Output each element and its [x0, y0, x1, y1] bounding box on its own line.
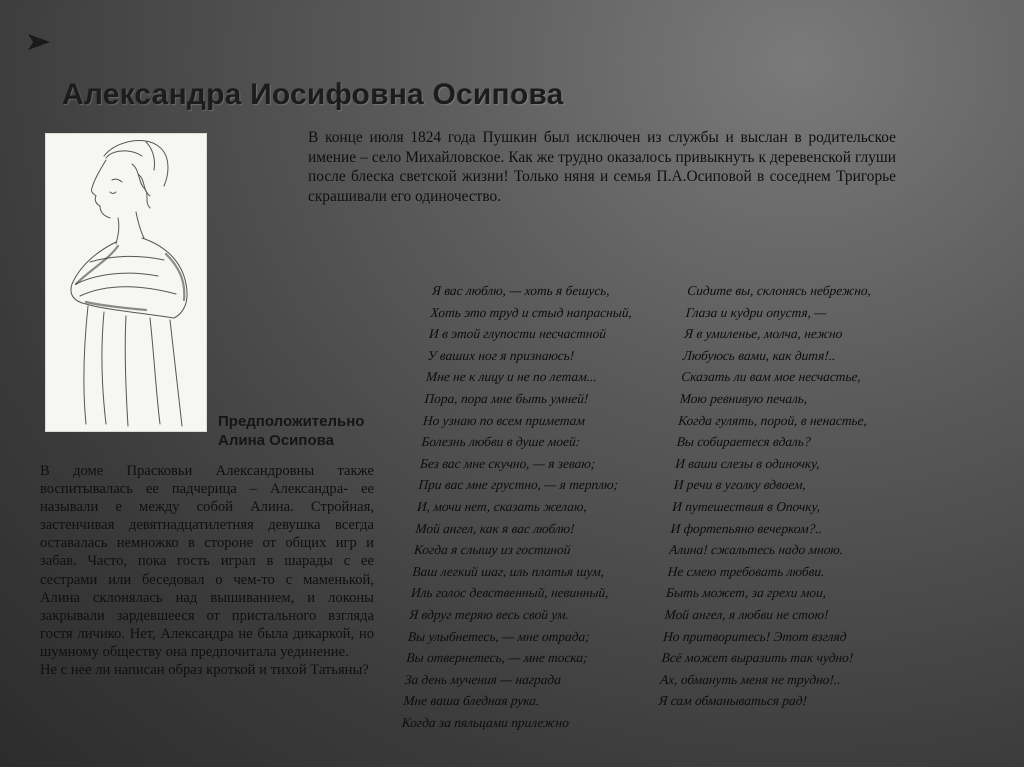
poem-line: Пора, пора мне быть умней! [424, 390, 589, 406]
story-block [40, 462, 374, 679]
poem-line: Болезнь любви в душе моей: [421, 434, 581, 450]
poem-line: Всё может выразить так чудно! [661, 650, 854, 666]
poem-line: Когда гулять, порой, в ненастье, [677, 412, 868, 428]
poem-line: При вас мне грустно, — я терплю; [418, 477, 619, 493]
poem-line: Не смею требовать любви. [667, 563, 826, 579]
story-paragraph: В доме Прасковьи Александровны также воспитывалась ее падчерица – Александра- ее называли е между собой Алина. Стройная, застенчивая девятнадцатилетняя девушка всегда оставалась немножко в стороне от общих игр и забав. Часто, пока гость играл в шарады с ее сестрами или беседовал о чем-то с маменькой, Алина склонялась над вышиванием, и локоны закрывали зардевшееся от пристального взгляда гостя личико. Нет, Александра не была дикаркой, но шумному обществу она предпочитала уединение. [40, 463, 374, 660]
poem-line: Я в умиленье, молча, нежно [683, 326, 843, 342]
poem-column-right [658, 280, 880, 712]
story-question: Не с нее ли написан образ кроткой и тихой Татьяны? [40, 662, 369, 679]
poem-line: Глаза и кудри опустя, — [685, 304, 827, 320]
poem-line: Вы улыбнетесь, — мне отрада; [407, 628, 591, 644]
poem-line: Иль голос девственный, невинный, [410, 585, 610, 601]
poem-line: Я вдруг теряю весь свой ум. [408, 606, 570, 622]
poem-line: И речи в уголку вдвоем, [673, 477, 807, 493]
poem-line: Мой ангел, как я вас люблю! [414, 520, 576, 536]
poem-line: Любуюсь вами, как дитя!.. [682, 347, 837, 363]
poem-line: Хоть это труд и стыд напрасный, [430, 304, 633, 320]
poem-line: Вы собираетеся вдаль? [676, 434, 812, 450]
poem-line: Когда за пяльцами прилежно [401, 714, 570, 730]
poem-line: Без вас мне скучно, — я зеваю; [419, 455, 596, 471]
poem-line: И, мочи нет, сказать желаю, [416, 498, 588, 514]
poem-line: Быть может, за грехи мои, [665, 585, 827, 601]
poem-line: Вы отвернетесь, — мне тоска; [405, 650, 589, 666]
portrait-sketch [45, 133, 207, 432]
caption-line: Предположительно [218, 413, 365, 430]
poem-line: И в этой глупости несчастной [428, 326, 607, 342]
poem-line: Алина! сжальтесь надо мною. [668, 542, 844, 558]
poem-line: Ах, обмануть меня не трудно!.. [659, 671, 842, 687]
poem-line: Но притворитесь! Этот взгляд [662, 628, 848, 644]
poem-line: Но узнаю по всем приметам [422, 412, 586, 428]
poem-line: У ваших ног я признаюсь! [427, 347, 575, 363]
intro-paragraph: В конце июля 1824 года Пушкин был исключен из службы и выслан в родительское имение – село Михайловское. Как же трудно оказалось привыкнуть к деревенской глуши после блеска светской жизни! Только няня и семья П.А.Осиповой в соседнем Тригорье скрашивали его одиночество. [308, 129, 896, 205]
poem-line: За день мучения — награда [404, 671, 562, 687]
poem-line: Мою ревнивую печаль, [679, 390, 808, 406]
poem-line: Когда я слышу из гостиной [413, 542, 572, 558]
poem-line: И ваши слезы в одиночку, [674, 455, 821, 471]
poem-line: Сидите вы, склонясь небрежно, [686, 283, 872, 298]
bullet-arrow-icon [28, 34, 50, 50]
poem-line: Мой ангел, я любви не стою! [664, 606, 830, 622]
poem-line: И путешествия в Опочку, [671, 498, 821, 514]
page-title: Александра Иосифовна Осипова [62, 78, 564, 111]
caption-line: Алина Осипова [218, 432, 334, 449]
poem-line: Мне не к лицу и не по летам... [425, 369, 598, 385]
poem-line: Мне ваша бледная рука. [402, 693, 540, 709]
poem-column-left [401, 280, 634, 733]
poem-line: Сказать ли вам мое несчастье, [680, 369, 862, 385]
poem-line: Я сам обманываться рад! [658, 693, 808, 709]
poem-line: Ваш легкий шаг, иль платья шум, [411, 563, 605, 579]
portrait-caption [218, 412, 364, 450]
poem-line: Я вас люблю, — хоть я бешусь, [431, 283, 611, 298]
poem-line: И фортепьяно вечерком?.. [670, 520, 823, 536]
